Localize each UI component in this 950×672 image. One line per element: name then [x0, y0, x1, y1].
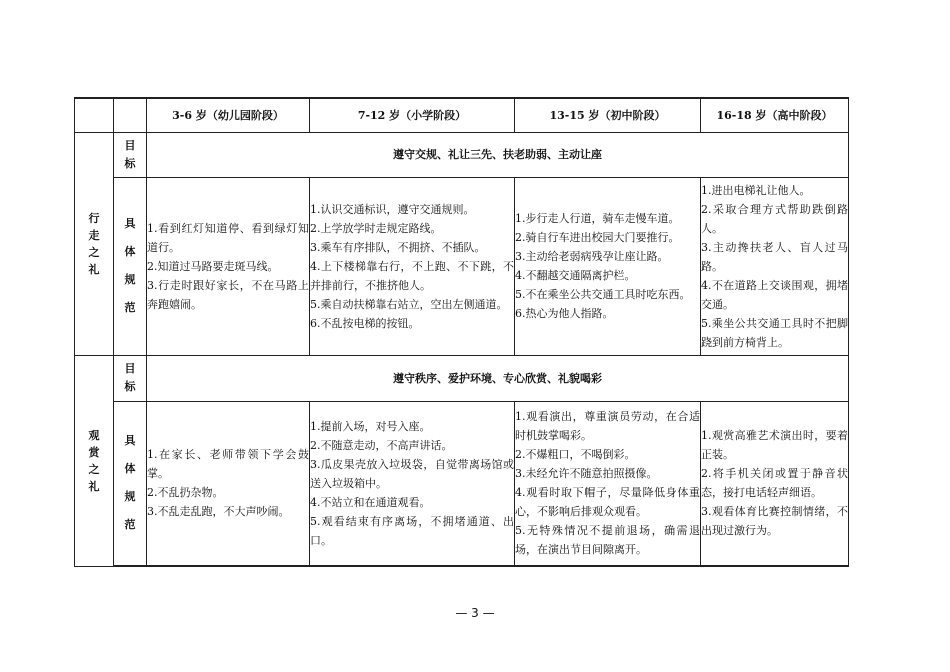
stage-header-junior-high: 13-15 岁（初中阶段） — [515, 98, 701, 132]
walking-goal: 遵守交规、礼让三先、扶老助弱、主动让座 — [147, 132, 849, 177]
norm-item: 5.不在乘坐公共交通工具时吃东西。 — [515, 288, 691, 301]
norm-item: 3.行走时跟好家长，不在马路上奔跑嬉闹。 — [147, 278, 309, 311]
norm-item: 1.在家长、老师带领下学会鼓掌。 — [147, 448, 309, 481]
header-row — [75, 98, 849, 132]
norms-label: 具 体 规 范 — [114, 177, 147, 355]
corner-cell-2 — [114, 98, 147, 132]
norm-item: 5.乘坐公共交通工具时不把脚跷到前方椅背上。 — [701, 316, 848, 349]
norm-item: 6.热心为他人指路。 — [515, 307, 614, 320]
norm-item: 4.上下楼梯靠右行，不上跑、不下跳，不并排前行，不推挤他人。 — [310, 259, 514, 292]
walking-norms-primary — [310, 177, 515, 355]
viewing-norms-senior-high — [701, 401, 849, 566]
norm-item: 2.不爆粗口，不喝倒彩。 — [515, 448, 636, 462]
norm-item: 3.未经允许不随意拍照摄像。 — [515, 467, 658, 481]
norm-item: 2.上学放学时走规定路线。 — [310, 221, 442, 235]
walking-goal-row — [75, 132, 849, 177]
walking-norms-row — [75, 177, 849, 355]
viewing-goal-row — [75, 355, 849, 401]
viewing-norms-junior-high — [515, 401, 701, 566]
walking-norms-senior-high — [701, 177, 849, 355]
norm-item: 6.不乱按电梯的按钮。 — [310, 316, 420, 330]
viewing-norms-row — [75, 401, 849, 566]
viewing-norms-kindergarten — [147, 401, 310, 566]
norm-item: 3.瓜皮果壳放入垃圾袋，自觉带离场馆或送入垃圾箱中。 — [310, 457, 514, 490]
norm-item: 4.不站立和在通道观看。 — [310, 495, 431, 509]
norm-item: 1.步行走人行道，骑车走慢车道。 — [515, 212, 680, 225]
norm-item: 5.乘自动扶梯靠右站立，空出左侧通道。 — [310, 297, 508, 311]
norm-item: 4.不翻越交通隔离护栏。 — [515, 269, 636, 282]
norms-label: 具 体 规 范 — [114, 401, 147, 566]
norm-item: 2.不乱扔杂物。 — [147, 486, 224, 500]
norm-item: 1.看到红灯知道停、看到绿灯知道行。 — [147, 221, 309, 254]
norm-item: 1.提前入场，对号入座。 — [310, 419, 431, 433]
viewing-norms-primary — [310, 401, 515, 566]
section-title-viewing: 观 赏 之 礼 — [75, 355, 114, 566]
stage-header-kindergarten: 3-6 岁（幼儿园阶段） — [147, 98, 310, 132]
norm-item: 3.不乱走乱跑，不大声吵闹。 — [147, 505, 290, 519]
norm-item: 5.观看结束有序离场，不拥堵通道、出口。 — [310, 514, 514, 547]
goal-label: 目 标 — [114, 355, 147, 401]
norm-item: 2.骑自行车进出校园大门要推行。 — [515, 231, 680, 244]
norm-item: 2.将手机关闭或置于静音状态，接打电话轻声细语。 — [701, 467, 848, 500]
norm-item: 3.观看体育比赛控制情绪，不出现过激行为。 — [701, 505, 848, 538]
norm-item: 3.主动搀扶老人、盲人过马路。 — [701, 240, 848, 273]
norm-item: 1.观看演出，尊重演员劳动，在合适时机鼓掌喝彩。 — [515, 410, 700, 443]
norm-item: 2.不随意走动，不高声讲话。 — [310, 438, 453, 452]
page-number: — 3 — — [455, 606, 495, 620]
etiquette-table — [74, 97, 849, 567]
norm-item: 3.乘车有序排队，不拥挤、不插队。 — [310, 240, 486, 254]
norm-item: 4.观看时取下帽子，尽量降低身体重心，不影响后排观众观看。 — [515, 486, 700, 519]
corner-cell — [75, 98, 114, 132]
norm-item: 5.无特殊情况不提前退场，确需退场，在演出节目间隙离开。 — [515, 524, 700, 557]
stage-header-primary: 7-12 岁（小学阶段） — [310, 98, 515, 132]
walking-norms-kindergarten — [147, 177, 310, 355]
norm-item: 2.知道过马路要走斑马线。 — [147, 259, 279, 273]
viewing-goal: 遵守秩序、爱护环境、专心欣赏、礼貌喝彩 — [147, 355, 849, 401]
norm-item: 1.观赏高雅艺术演出时，要着正装。 — [701, 429, 848, 462]
stage-header-senior-high: 16-18 岁（高中阶段） — [701, 98, 849, 132]
norm-item: 1.认识交通标识，遵守交通规则。 — [310, 202, 475, 216]
goal-label: 目 标 — [114, 132, 147, 177]
norm-item: 4.不在道路上交谈围观，拥堵交通。 — [701, 278, 848, 311]
section-title-walking: 行 走 之 礼 — [75, 132, 114, 355]
norm-item: 2.采取合理方式帮助跌倒路人。 — [701, 202, 848, 235]
norm-item: 3.主动给老弱病残孕让座让路。 — [515, 250, 669, 263]
walking-norms-junior-high — [515, 177, 701, 355]
norm-item: 1.进出电梯礼让他人。 — [701, 183, 811, 197]
